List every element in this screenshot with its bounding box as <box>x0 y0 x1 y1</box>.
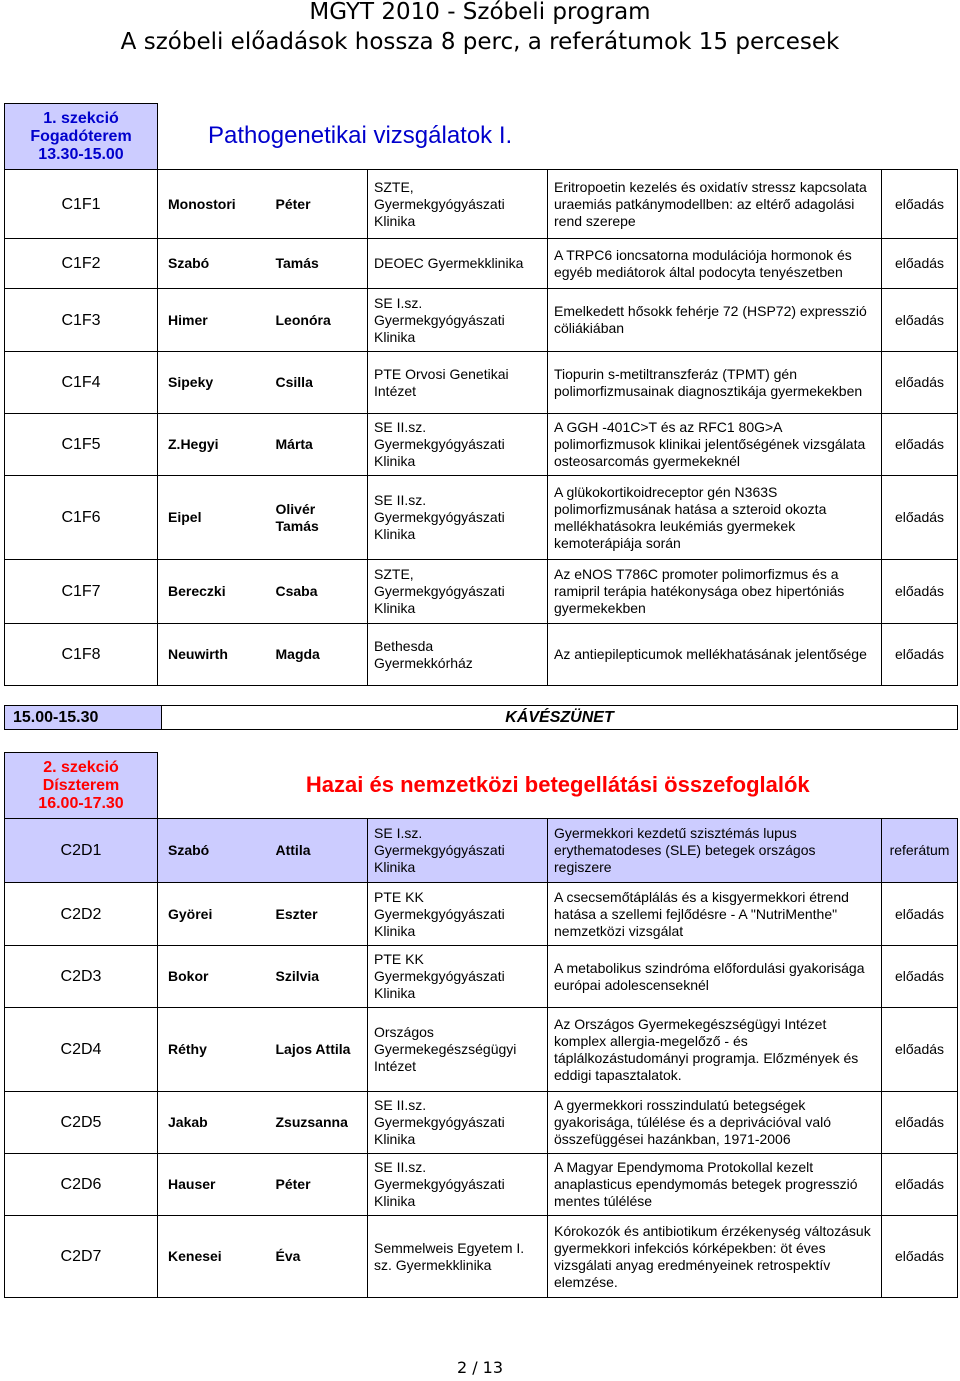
first-name: Eszter <box>270 883 368 946</box>
presentation-type: előadás <box>882 560 958 624</box>
first-name: Zsuzsanna <box>270 1092 368 1154</box>
first-name: Magda <box>270 624 368 686</box>
table-row <box>5 560 958 624</box>
institution: Bethesda Gyermekkórház <box>368 624 548 686</box>
institution: SZTE, Gyermekgyógyászati Klinika <box>368 170 548 239</box>
first-name: Lajos Attila <box>270 1008 368 1092</box>
presentation-code: C1F5 <box>5 414 158 476</box>
last-name: Kenesei <box>158 1216 270 1298</box>
table-row <box>5 1154 958 1216</box>
session1-time: 13.30-15.00 <box>38 145 124 163</box>
institution: DEOEC Gyermekklinika <box>368 239 548 289</box>
first-name: Éva <box>270 1216 368 1298</box>
presentation-type: előadás <box>882 414 958 476</box>
presentation-topic: A Magyar Ependymoma Protokollal kezelt anaplasticus ependymomás betegek progresszió mentes túlélése <box>548 1154 882 1216</box>
presentation-type: előadás <box>882 1092 958 1154</box>
page-title: MGYT 2010 - Szóbeli program <box>309 0 651 25</box>
institution: SE I.sz. Gyermekgyógyászati Klinika <box>368 289 548 352</box>
session1-header-row <box>5 104 958 170</box>
presentation-code: C2D3 <box>5 946 158 1008</box>
last-name: Réthy <box>158 1008 270 1092</box>
session2-info <box>5 753 158 819</box>
last-name: Szabó <box>158 819 270 883</box>
last-name: Monostori <box>158 170 270 239</box>
break-table <box>4 705 958 730</box>
table-row <box>5 170 958 239</box>
last-name: Jakab <box>158 1092 270 1154</box>
table-row <box>5 1216 958 1298</box>
institution: SE II.sz. Gyermekgyógyászati Klinika <box>368 414 548 476</box>
last-name: Eipel <box>158 476 270 560</box>
presentation-topic: A csecsemőtáplálás és a kisgyermekkori étrend hatása a szellemi fejlődésre - A "NutriMenthe" nemzetközi vizsgálat <box>548 883 882 946</box>
presentation-code: C2D4 <box>5 1008 158 1092</box>
presentation-topic: A glükokortikoidreceptor gén N363S polimorfizmusának hatása a szteroid okozta mellékhatásokra leukémiás gyermekek kemoterápiája során <box>548 476 882 560</box>
presentation-type: előadás <box>882 1008 958 1092</box>
table-row <box>5 414 958 476</box>
break-label: KÁVÉSZÜNET <box>162 706 958 730</box>
session2-table <box>4 752 958 1298</box>
presentation-topic: Gyermekkori kezdetű szisztémás lupus erythematodeses (SLE) betegek országos regiszere <box>548 819 882 883</box>
table-row <box>5 239 958 289</box>
presentation-code: C2D5 <box>5 1092 158 1154</box>
break-row <box>5 706 958 730</box>
session1-room: Fogadóterem <box>30 127 132 145</box>
session2-name: 2. szekció <box>43 758 119 776</box>
presentation-type: előadás <box>882 1216 958 1298</box>
presentation-type: előadás <box>882 476 958 560</box>
institution: Országos Gyermekegészségügyi Intézet <box>368 1008 548 1092</box>
presentation-code: C2D6 <box>5 1154 158 1216</box>
presentation-topic: A TRPC6 ioncsatorna modulációja hormonok és egyéb mediátorok által podocyta tenyészetben <box>548 239 882 289</box>
presentation-topic: Az Országos Gyermekegészségügyi Intézet komplex allergia-megelőző - és táplálkozástudományi programja. Előzmények és eddigi tapasztalatok. <box>548 1008 882 1092</box>
session2-time: 16.00-17.30 <box>38 794 124 812</box>
presentation-topic: Tiopurin s-metiltranszferáz (TPMT) gén polimorfizmusainak diagnosztikája gyermekekben <box>548 352 882 414</box>
presentation-type: előadás <box>882 289 958 352</box>
first-name: Csilla <box>270 352 368 414</box>
last-name: Bereczki <box>158 560 270 624</box>
presentation-topic: Az eNOS T786C promoter polimorfizmus és a ramipril terápia hatékonysága obez hipertóniás gyermekekben <box>548 560 882 624</box>
presentation-code: C1F6 <box>5 476 158 560</box>
presentation-type: előadás <box>882 170 958 239</box>
first-name: Leonóra <box>270 289 368 352</box>
session1-info <box>5 104 158 170</box>
table-row <box>5 476 958 560</box>
presentation-type: előadás <box>882 624 958 686</box>
first-name: Tamás <box>270 239 368 289</box>
last-name: Sipeky <box>158 352 270 414</box>
presentation-topic: A GGH -401C>T és az RFC1 80G>A polimorfizmusok klinikai jelentőségének vizsgálata osteosarcomás gyermekeknél <box>548 414 882 476</box>
last-name: Györei <box>158 883 270 946</box>
presentation-code: C1F7 <box>5 560 158 624</box>
presentation-topic: A metabolikus szindróma előfordulási gyakorisága európai adolescenseknél <box>548 946 882 1008</box>
presentation-code: C1F3 <box>5 289 158 352</box>
presentation-code: C1F4 <box>5 352 158 414</box>
table-row <box>5 289 958 352</box>
last-name: Hauser <box>158 1154 270 1216</box>
first-name: Olivér Tamás <box>270 476 368 560</box>
session1-table <box>4 103 958 686</box>
table-row <box>5 352 958 414</box>
presentation-type: előadás <box>882 1154 958 1216</box>
presentation-code: C2D7 <box>5 1216 158 1298</box>
institution: PTE Orvosi Genetikai Intézet <box>368 352 548 414</box>
session1-name: 1. szekció <box>43 109 119 127</box>
session2-header-row <box>5 753 958 819</box>
presentation-type: előadás <box>882 352 958 414</box>
presentation-code: C1F8 <box>5 624 158 686</box>
session2-body <box>5 753 958 1298</box>
presentation-type: előadás <box>882 946 958 1008</box>
presentation-type: előadás <box>882 883 958 946</box>
presentation-topic: Emelkedett hősokk fehérje 72 (HSP72) expresszió cöliákiában <box>548 289 882 352</box>
last-name: Himer <box>158 289 270 352</box>
table-row <box>5 883 958 946</box>
table-row <box>5 1008 958 1092</box>
institution: Semmelweis Egyetem I. sz. Gyermekklinika <box>368 1216 548 1298</box>
presentation-topic: Az antiepilepticumok mellékhatásának jelentősége <box>548 624 882 686</box>
presentation-code: C1F1 <box>5 170 158 239</box>
institution: PTE KK Gyermekgyógyászati Klinika <box>368 946 548 1008</box>
page-subtitle: A szóbeli előadások hossza 8 perc, a referátumok 15 percesek <box>120 29 840 55</box>
presentation-code: C2D1 <box>5 819 158 883</box>
first-name: Attila <box>270 819 368 883</box>
institution: SE II.sz. Gyermekgyógyászati Klinika <box>368 476 548 560</box>
presentation-type: előadás <box>882 239 958 289</box>
presentation-code: C2D2 <box>5 883 158 946</box>
table-row <box>5 819 958 883</box>
session1-body <box>5 104 958 686</box>
session1-title: Pathogenetikai vizsgálatok I. <box>208 122 513 150</box>
last-name: Bokor <box>158 946 270 1008</box>
institution: PTE KK Gyermekgyógyászati Klinika <box>368 883 548 946</box>
table-row <box>5 946 958 1008</box>
presentation-topic: A gyermekkori rosszindulatú betegségek gyakorisága, túlélése és a deprivációval való összefüggései hazánkban, 1971-2006 <box>548 1092 882 1154</box>
first-name: Márta <box>270 414 368 476</box>
presentation-topic: Kórokozók és antibiotikum érzékenység változásuk gyermekkori infekciós kórképekben: öt éves vizsgálati anyag eredményeinek retrospektív elemzése. <box>548 1216 882 1298</box>
first-name: Péter <box>270 1154 368 1216</box>
table-row <box>5 624 958 686</box>
table-row <box>5 1092 958 1154</box>
first-name: Szilvia <box>270 946 368 1008</box>
last-name: Szabó <box>158 239 270 289</box>
presentation-type: referátum <box>882 819 958 883</box>
page-number: 2 / 13 <box>456 1358 504 1377</box>
break-time: 15.00-15.30 <box>5 706 162 730</box>
session2-room: Díszterem <box>42 776 120 794</box>
institution: SZTE, Gyermekgyógyászati Klinika <box>368 560 548 624</box>
first-name: Csaba <box>270 560 368 624</box>
first-name: Péter <box>270 170 368 239</box>
presentation-code: C1F2 <box>5 239 158 289</box>
institution: SE II.sz. Gyermekgyógyászati Klinika <box>368 1092 548 1154</box>
presentation-topic: Eritropoetin kezelés és oxidatív stressz kapcsolata uraemiás patkánymodellben: az eltérő adagolási rend szerepe <box>548 170 882 239</box>
institution: SE I.sz. Gyermekgyógyászati Klinika <box>368 819 548 883</box>
institution: SE II.sz. Gyermekgyógyászati Klinika <box>368 1154 548 1216</box>
session2-title: Hazai és nemzetközi betegellátási összefoglalók <box>305 772 810 798</box>
last-name: Z.Hegyi <box>158 414 270 476</box>
last-name: Neuwirth <box>158 624 270 686</box>
